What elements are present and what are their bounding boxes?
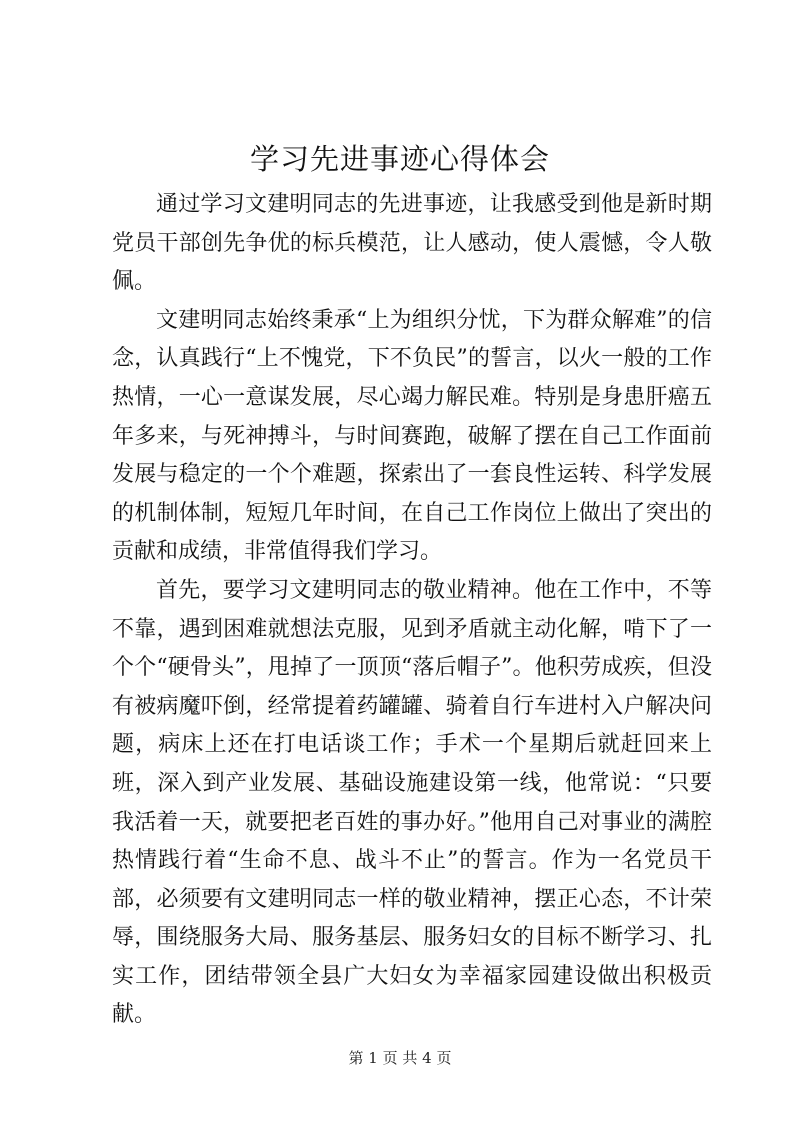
- paragraph-dedication: 首先，要学习文建明同志的敬业精神。他在工作中，不等不靠，遇到困难就想法克服，见到矛盾就主动化解，啃下了一个个“硬骨头”，甩掉了一顶顶“落后帽子”。他积劳成疾，但没有被病魔吓倒，经常提着药罐罐、骑着自行车进村入户解决问题，病床上还在打电话谈工作；手术一个星期后就赶回来上班，深入到产业发展、基础设施建设第一线，他常说：“只要我活着一天，就要把老百姓的事办好。”他用自己对事业的满腔热情践行着“生命不息、战斗不止”的誓言。作为一名党员干部，必须要有文建明同志一样的敬业精神，摆正心态，不计荣辱，围绕服务大局、服务基层、服务妇女的目标不断学习、扎实工作，团结带领全县广大妇女为幸福家园建设做出积极贡献。: [112, 577, 712, 1028]
- document-body: [112, 186, 712, 1035]
- page-number-footer: 第 1 页 共 4 页: [348, 1049, 452, 1067]
- document-title: 学习先进事迹心得体会: [249, 142, 550, 176]
- paragraph-beliefs: 文建明同志始终秉承“上为组织分忧，下为群众解难”的信念，认真践行“上不愧党，下不负民”的誓言，以火一般的工作热情，一心一意谋发展，尽心竭力解民难。特别是身患肝癌五年多来，与死神搏斗，与时间赛跑，破解了摆在自己工作面前发展与稳定的一个个难题，探索出了一套良性运转、科学发展的机制体制，短短几年时间，在自己工作岗位上做出了突出的贡献和成绩，非常值得我们学习。: [112, 307, 712, 565]
- paragraph-intro: 通过学习文建明同志的先进事迹，让我感受到他是新时期党员干部创先争优的标兵模范，让人感动，使人震憾，令人敬佩。: [112, 192, 712, 295]
